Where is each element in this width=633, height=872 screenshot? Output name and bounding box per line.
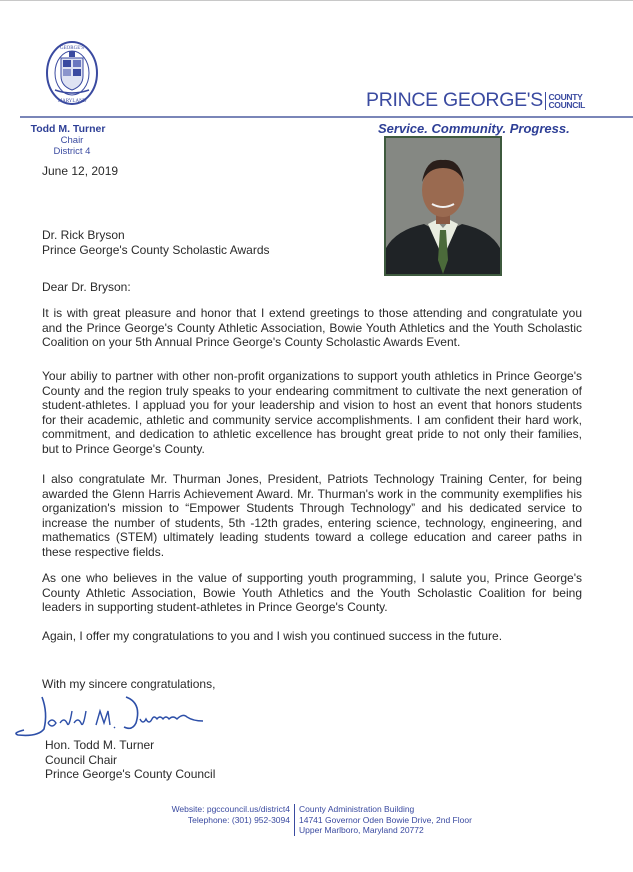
portrait-photo xyxy=(384,136,502,276)
recipient-block xyxy=(42,228,270,258)
signer-name: Hon. Todd M. Turner xyxy=(45,738,155,752)
footer-address-line-1: County Administration Building xyxy=(299,804,415,814)
sender-name: Todd M. Turner xyxy=(30,123,106,135)
sender-district: District 4 xyxy=(53,146,91,157)
signer-organization: Prince George's County Council xyxy=(45,767,216,781)
footer-website: Website: pgccouncil.us/district4 xyxy=(171,804,290,814)
footer-telephone: Telephone: (301) 952-3094 xyxy=(187,814,290,825)
signer-title: Council Chair xyxy=(45,752,118,767)
body-paragraph: Your abiliy to partner with other non-profit organizations to support youth athletics in Prince George's County and the region truly speaks to your endearing commitment to cultivate the next generation of student-athletes. I appluad you for your leadership and vision to host an event that honors students for their academic, athletic and community service accomplishments. I am confident their hard work, commitment, and dedication to athletic excellence has brought great pride to not only their families, but to Prince George's County. xyxy=(42,369,582,456)
footer-divider xyxy=(294,804,295,836)
recipient-name: Dr. Rick Bryson xyxy=(42,228,125,242)
sender-block xyxy=(32,123,112,157)
portrait-image xyxy=(386,138,500,274)
footer-contact-left xyxy=(140,804,294,836)
letter-date: June 12, 2019 xyxy=(42,164,119,178)
brand-council: COUNCIL xyxy=(548,99,586,110)
svg-text:MARYLAND: MARYLAND xyxy=(57,99,87,104)
scan-edge xyxy=(0,0,633,1)
footer-address-line-3: Upper Marlboro, Maryland 20772 xyxy=(299,825,424,835)
county-seal-icon xyxy=(45,40,99,106)
footer-contact xyxy=(140,804,472,836)
closing: With my sincere congratulations, xyxy=(42,677,216,691)
council-logo xyxy=(366,89,585,112)
body-paragraph: I also congratulate Mr. Thurman Jones, President, Patriots Technology Training Center, for being awarded the Glenn Harris Achievement Award. Mr. Thurman's work in the community exemplifies his organization's mission to “Empower Students Through Technology” and his dedicated service to increase the number of students, 5th -12th grades, entering science, technology, engineering, and mathematics (STEM) ultimately leading students toward a college education and career paths in these respective fields. xyxy=(42,472,582,559)
handwritten-signature xyxy=(14,693,224,739)
body-paragraph: Again, I offer my congratulations to you and I wish you continued success in the future. xyxy=(42,629,503,643)
sender-title: Chair xyxy=(60,135,84,146)
body-paragraph: As one who believes in the value of supporting youth programming, I salute you, Prince George's County Athletic Association, Bowie Youth Athletics and the Youth Scholastic Coalition for being leaders in supporting student-athletes in Prince George's County. xyxy=(42,571,582,615)
svg-text:GEORGE'S: GEORGE'S xyxy=(60,46,84,51)
tagline: Service. Community. Progress. xyxy=(378,121,570,136)
header-divider xyxy=(20,116,633,118)
salutation: Dear Dr. Bryson: xyxy=(42,280,131,294)
brand-separator xyxy=(545,92,547,110)
brand-main-text: PRINCE GEORGE'S xyxy=(366,89,543,111)
brand-county: COUNTY xyxy=(548,91,583,102)
brand-small-text xyxy=(548,93,585,109)
footer-address-line-2: 14741 Governor Oden Bowie Drive, 2nd Floor xyxy=(299,814,472,825)
recipient-organization: Prince George's County Scholastic Awards xyxy=(42,243,270,257)
signer-block xyxy=(45,738,215,782)
body-paragraph: It is with great pleasure and honor that I extend greetings to those attending and congratulate you and the Prince George's County Athletic Association, Bowie Youth Athletics and the Youth Scholastic Coalition on your 5th Annual Prince George's County Scholastic Awards Event. xyxy=(42,306,582,350)
footer-address xyxy=(299,804,472,836)
